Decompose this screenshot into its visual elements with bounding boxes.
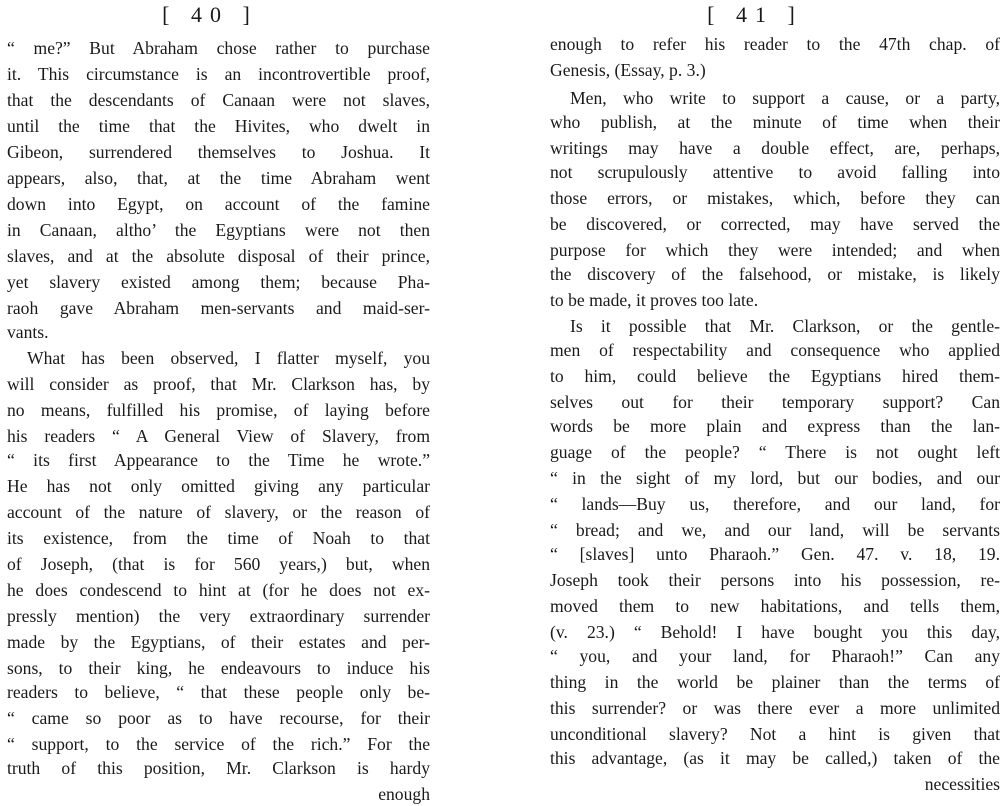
text-line: Genesis, (Essay, p. 3.): [550, 60, 706, 80]
text-line: his readers “ A General View of Slavery, from: [7, 426, 430, 446]
text-line: made by the Egyptians, of their estates and per-: [7, 632, 430, 652]
text-line: “ support, to the service of the rich.” For the: [7, 734, 430, 754]
text-line: “ its first Appearance to the Time he wrote.”: [7, 450, 430, 470]
text-line: “ bread; and we, and our land, will be servants: [550, 520, 1000, 540]
text-line: thing in the world be plainer than the terms of: [550, 672, 1000, 692]
text-line: will consider as proof, that Mr. Clarkson has, by: [7, 374, 430, 394]
text-line: “ me?” But Abraham chose rather to purchase: [7, 38, 430, 58]
text-line: “ came so poor as to have recourse, for their: [7, 708, 430, 728]
text-line: this advantage, (as it may be called,) taken of the: [550, 748, 1000, 768]
text-line: men of respectability and consequence who applied: [550, 340, 1000, 360]
text-line: yet slavery existed among them; because Pha-: [7, 272, 430, 292]
text-line: Gibeon, surrendered themselves to Joshua. It: [7, 142, 430, 162]
text-line: this surrender? or was there ever a more unlimited: [550, 698, 1000, 718]
text-line: “ lands—Buy us, therefore, and our land, for: [550, 494, 1000, 514]
text-line: He has not only omitted giving any particular: [7, 476, 430, 496]
text-line: What has been observed, I flatter myself, you: [27, 348, 430, 368]
text-line: account of the nature of slavery, or the reason of: [7, 502, 430, 522]
text-line: that the descendants of Canaan were not slaves,: [7, 90, 430, 110]
text-line: those errors, or mistakes, which, before they can: [550, 188, 1000, 208]
text-line: “ [slaves] unto Pharaoh.” Gen. 47. v. 18, 19.: [550, 544, 1000, 564]
text-line: its existence, from the time of Noah to that: [7, 528, 430, 548]
text-line: purpose for which they were intended; and when: [550, 240, 1000, 260]
text-line: truth of this position, Mr. Clarkson is hardy: [7, 758, 430, 778]
text-line: the discovery of the falsehood, or mistake, is likely: [550, 264, 1000, 284]
page-number-right: [ 41 ]: [707, 2, 803, 27]
text-line: “ in the sight of my lord, but our bodies, and our: [550, 468, 1000, 488]
text-line: appears, also, that, at the time Abraham went: [7, 168, 430, 188]
text-line: who publish, at the minute of time when their: [550, 112, 1000, 132]
text-line: words be more plain and express than the lan-: [550, 416, 1000, 436]
text-line: raoh gave Abraham men-servants and maid-ser-: [7, 298, 430, 318]
text-line: unconditional slavery? Not a hint is given that: [550, 724, 1000, 744]
text-line: selves out for their temporary support? Can: [550, 392, 1000, 412]
text-line: to be made, it proves too late.: [550, 290, 759, 310]
text-line: writings may have a double effect, are, perhaps,: [550, 138, 1000, 158]
text-line: of Joseph, (that is for 560 years,) but, when: [7, 554, 430, 574]
text-line: pressly mention) the very extraordinary surrender: [7, 606, 430, 626]
text-line: sons, to their king, he endeavours to induce his: [7, 658, 430, 678]
text-line: guage of the people? “ There is not ought left: [550, 442, 1000, 462]
text-line: until the time that the Hivites, who dwelt in: [7, 116, 430, 136]
text-line: not scrupulously attentive to avoid falling into: [550, 162, 1000, 182]
text-line: “ you, and your land, for Pharaoh!” Can any: [550, 646, 1000, 666]
page-number-left: [ 40 ]: [162, 2, 258, 27]
text-line: moved them to new habitations, and tells them,: [550, 596, 1000, 616]
text-line: readers to believe, “ that these people only be-: [7, 682, 430, 702]
right-page: [550, 0, 1000, 806]
text-line: slaves, and at the absolute disposal of their prince,: [7, 246, 430, 266]
text-line: enough: [378, 784, 430, 804]
text-line: Is it possible that Mr. Clarkson, or the gentle-: [570, 316, 1000, 336]
text-line: (v. 23.) “ Behold! I have bought you this day,: [550, 622, 1000, 642]
text-line: to him, could believe the Egyptians hired them-: [550, 366, 1000, 386]
text-line: in Canaan, altho’ the Egyptians were not then: [7, 220, 430, 240]
text-line: necessities: [924, 774, 1000, 794]
text-line: Joseph took their persons into his possession, re-: [550, 570, 1000, 590]
text-line: he does condescend to hint at (for he does not ex-: [7, 580, 430, 600]
text-line: it. This circumstance is an incontrovertible proof,: [7, 64, 430, 84]
text-line: enough to refer his reader to the 47th chap. of: [550, 34, 1000, 54]
text-line: no means, fulfilled his promise, of laying before: [7, 400, 430, 420]
text-line: vants.: [7, 322, 49, 342]
left-page: [0, 0, 440, 806]
text-line: Men, who write to support a cause, or a party,: [570, 88, 1000, 108]
text-line: be discovered, or corrected, may have served the: [550, 214, 1000, 234]
text-line: down into Egypt, on account of the famine: [7, 194, 430, 214]
